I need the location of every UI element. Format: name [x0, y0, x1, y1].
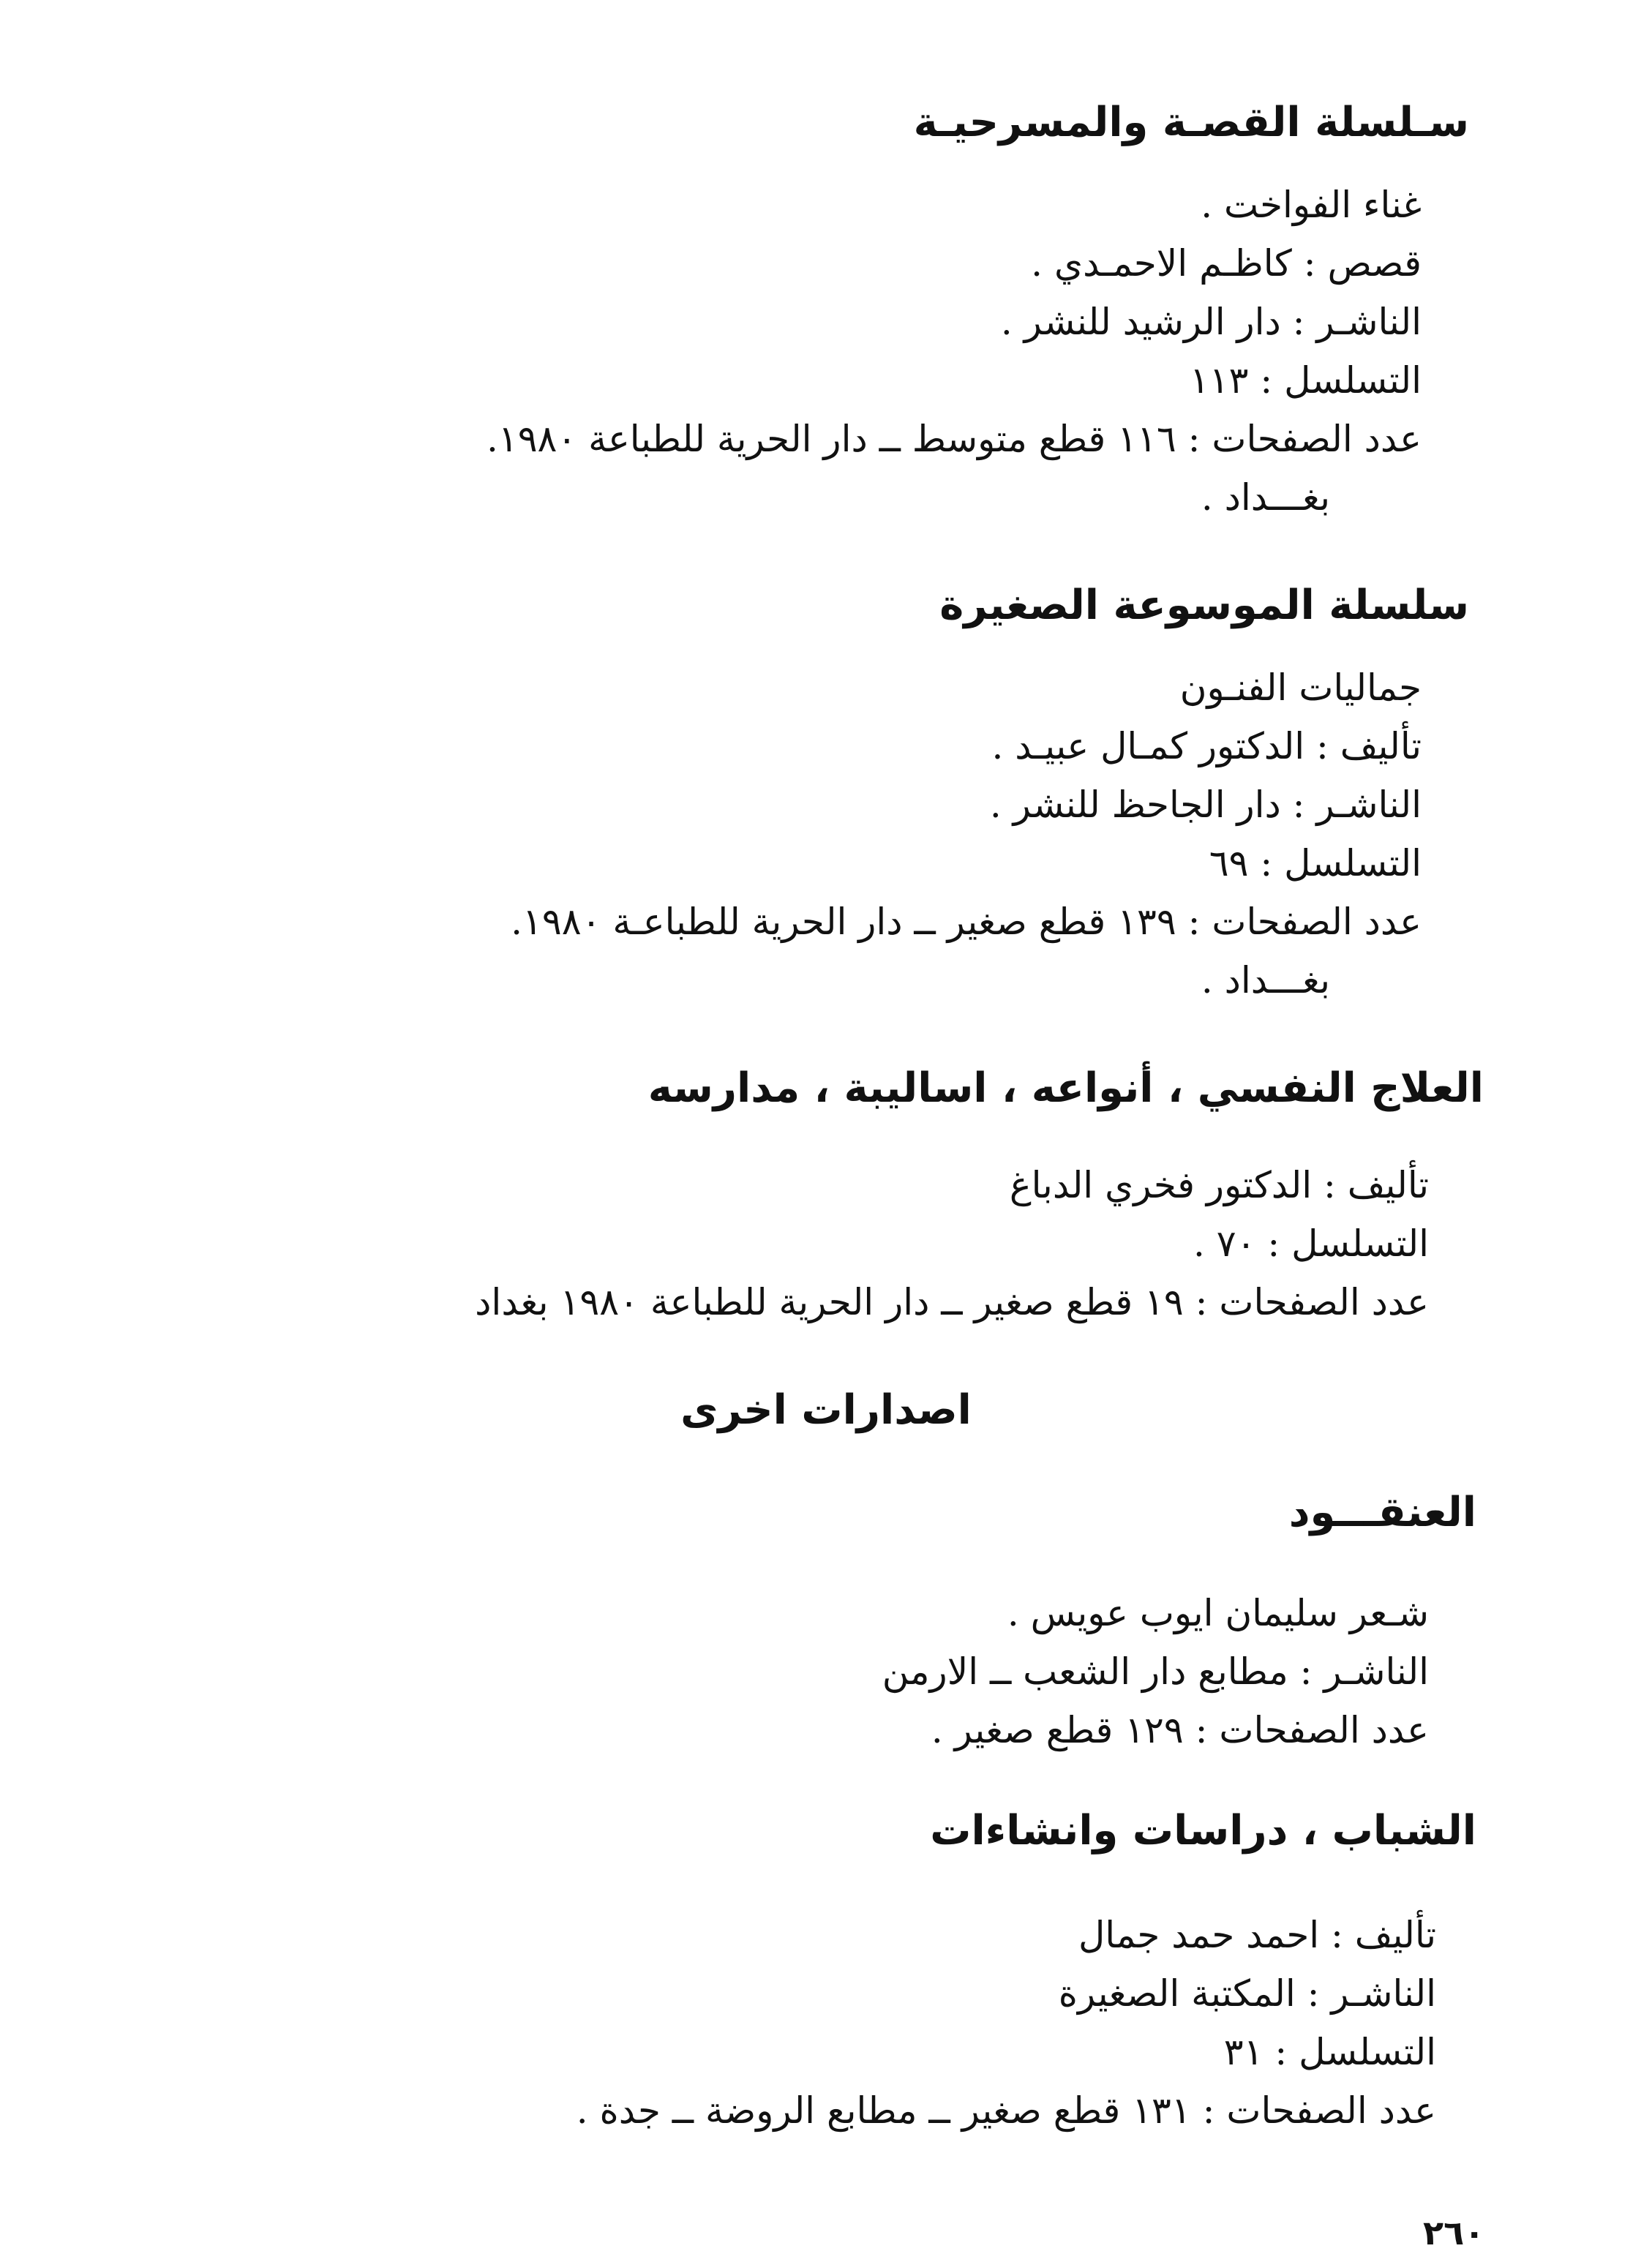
- text-line: عدد الصفحات : ١١٦ قطع متوسط ــ دار الحرية للطباعة ١٩٨٠.: [486, 418, 1422, 460]
- text-line: بغـــداد .: [1201, 959, 1330, 1002]
- text-line: بغـــداد .: [1201, 476, 1330, 519]
- text-line: جماليات الفنـون: [1179, 666, 1422, 709]
- text-line: شـعر سليمان ايوب عويس .: [1007, 1592, 1429, 1634]
- text-line: تأليف : الدكتور كمـال عبيـد .: [991, 725, 1422, 767]
- text-line: تأليف : احمد حمد جمال: [1078, 1914, 1436, 1956]
- centered-heading: اصدارات اخرى: [680, 1386, 972, 1434]
- text-line: عدد الصفحات : ١٣١ قطع صغير ــ مطابع الروضة ــ جدة .: [576, 2089, 1436, 2132]
- section-heading: العلاج النفسي ، أنواعه ، اساليبة ، مدارسه: [647, 1064, 1484, 1112]
- text-line: عدد الصفحات : ١٩ قطع صغير ــ دار الحرية للطباعة ١٩٨٠ بغداد: [475, 1281, 1429, 1323]
- page-number: ٢٦٠: [1423, 2213, 1485, 2252]
- text-line: التسلسل : ٧٠ .: [1193, 1222, 1429, 1265]
- text-line: تأليف : الدكتور فخري الدباغ: [1009, 1164, 1429, 1206]
- text-line: عدد الصفحات : ١٣٩ قطع صغير ــ دار الحرية للطباعـة ١٩٨٠.: [511, 901, 1422, 943]
- text-line: غناء الفواخت .: [1201, 184, 1422, 226]
- text-line: عدد الصفحات : ١٢٩ قطع صغير .: [931, 1709, 1429, 1751]
- section-heading: سلسلة الموسوعة الصغيرة: [939, 582, 1469, 629]
- text-line: التسلسل : ١١٣: [1189, 359, 1422, 402]
- text-line: الناشـر : المكتبة الصغيرة: [1058, 1972, 1436, 2015]
- text-line: الناشـر : مطابع دار الشعب ــ الارمن: [882, 1650, 1429, 1693]
- section-heading: العنقـــود: [1288, 1489, 1476, 1536]
- text-line: التسلسل : ٦٩: [1209, 842, 1422, 884]
- text-line: الناشـر : دار الجاحظ للنشر .: [989, 784, 1422, 826]
- section-heading: الشباب ، دراسات وانشاءات: [930, 1807, 1476, 1855]
- text-line: التسلسل : ٣١: [1223, 2031, 1436, 2073]
- section-heading: سـلسلة القصـة والمسرحيـة: [913, 99, 1469, 146]
- text-line: قصص : كاظـم الاحمـدي .: [1031, 242, 1422, 285]
- text-line: الناشـر : دار الرشيد للنشر .: [1000, 301, 1422, 343]
